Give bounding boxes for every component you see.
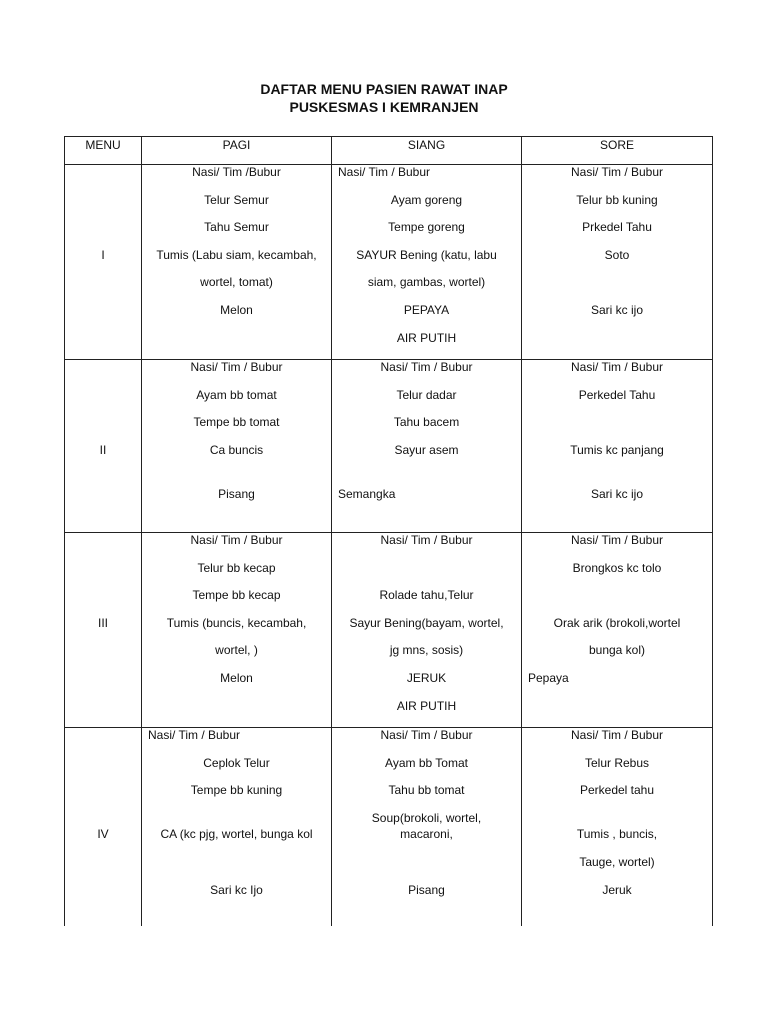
sore-cell xyxy=(522,533,713,727)
menu-item: Ca buncis xyxy=(209,443,264,457)
table-row xyxy=(65,360,713,533)
menu-cell xyxy=(65,360,142,532)
sore-cell xyxy=(522,360,713,532)
menu-item: Nasi/ Tim / Bubur xyxy=(380,533,473,547)
menu-item: Pepaya xyxy=(528,671,569,685)
header-pagi: PAGI xyxy=(142,137,332,164)
header-sore: SORE xyxy=(522,137,713,164)
table-row xyxy=(65,728,713,926)
menu-item: PEPAYA xyxy=(403,303,450,317)
menu-number: I xyxy=(101,248,105,262)
title-line-2: PUSKESMAS I KEMRANJEN xyxy=(289,99,479,115)
menu-item: Sari kc ijo xyxy=(590,487,643,501)
sore-cell xyxy=(522,165,713,359)
pagi-cell xyxy=(142,165,332,359)
menu-item: Nasi/ Tim / Bubur xyxy=(570,165,664,179)
menu-item: Telur bb kecap xyxy=(197,561,276,575)
menu-item: Ayam bb Tomat xyxy=(385,756,468,770)
pagi-cell xyxy=(142,728,332,926)
menu-item: Melon xyxy=(220,671,253,685)
header-siang: SIANG xyxy=(332,137,522,164)
menu-item: Nasi/ Tim / Bubur xyxy=(570,533,664,547)
menu-item: Pisang xyxy=(408,883,445,897)
menu-item: jg mns, sosis) xyxy=(389,643,464,657)
menu-item: wortel, ) xyxy=(215,643,258,657)
menu-item: Tempe bb tomat xyxy=(193,415,280,429)
siang-cell xyxy=(332,165,522,359)
menu-item: Tahu bacem xyxy=(393,415,460,429)
sore-cell xyxy=(522,728,713,926)
menu-item: Ayam bb tomat xyxy=(196,388,277,402)
menu-item: Melon xyxy=(220,303,253,317)
menu-item: Sayur Bening(bayam, wortel, xyxy=(349,616,504,630)
menu-item: Pisang xyxy=(218,487,255,501)
table-row xyxy=(65,165,713,360)
menu-item: Ceplok Telur xyxy=(203,756,270,770)
menu-item: Jeruk xyxy=(602,883,632,897)
menu-item: Telur dadar xyxy=(396,388,457,402)
menu-item: Nasi/ Tim / Bubur xyxy=(338,165,431,179)
menu-item: Nasi/ Tim / Bubur xyxy=(148,728,241,742)
menu-item: Nasi/ Tim / Bubur xyxy=(570,360,664,374)
menu-item: Sayur asem xyxy=(394,443,459,457)
menu-number: III xyxy=(97,616,108,630)
menu-item: Tumis kc panjang xyxy=(570,443,664,457)
menu-item: Tempe goreng xyxy=(388,220,465,234)
menu-item: Tempe bb kuning xyxy=(190,783,283,797)
menu-item: Tempe bb kecap xyxy=(192,588,281,602)
menu-item: Telur Semur xyxy=(204,193,269,207)
menu-item: Sari kc Ijo xyxy=(210,883,263,897)
menu-item: Nasi/ Tim / Bubur xyxy=(190,533,283,547)
siang-cell xyxy=(332,728,522,926)
menu-item: JERUK xyxy=(406,671,447,685)
siang-cell xyxy=(332,360,522,532)
menu-item: Nasi/ Tim / Bubur xyxy=(380,728,473,742)
menu-item: Sari kc ijo xyxy=(590,303,643,317)
menu-item: Tumis (buncis, kecambah, xyxy=(166,616,307,630)
menu-cell xyxy=(65,533,142,727)
menu-item: Ayam goreng xyxy=(390,193,463,207)
menu-item: bunga kol) xyxy=(588,643,646,657)
menu-item: Tumis , buncis, xyxy=(576,827,658,841)
menu-table xyxy=(64,136,713,926)
menu-number: IV xyxy=(97,827,109,841)
menu-item: Prkedel Tahu xyxy=(582,220,652,234)
header-menu: MENU xyxy=(65,137,142,164)
menu-item: Telur Rebus xyxy=(584,756,650,770)
menu-item: Tumis (Labu siam, kecambah, xyxy=(156,248,317,262)
menu-item: wortel, tomat) xyxy=(200,275,273,289)
document-title xyxy=(0,80,768,116)
menu-cell xyxy=(65,728,142,926)
menu-item: macaroni, xyxy=(400,827,453,841)
table-row xyxy=(65,533,713,728)
menu-item: AIR PUTIH xyxy=(396,699,457,713)
menu-item: Orak arik (brokoli,wortel xyxy=(553,616,681,630)
menu-item: Rolade tahu,Telur xyxy=(379,588,474,602)
menu-cell xyxy=(65,165,142,359)
menu-item: Perkedel Tahu xyxy=(578,388,656,402)
menu-number: II xyxy=(99,443,107,457)
menu-item: Perkedel tahu xyxy=(579,783,655,797)
menu-item: Brongkos kc tolo xyxy=(572,561,662,575)
pagi-cell xyxy=(142,533,332,727)
menu-item: Telur bb kuning xyxy=(576,193,658,207)
menu-item: Semangka xyxy=(338,487,396,501)
menu-item: CA (kc pjg, wortel, bunga kol xyxy=(160,827,313,841)
menu-item: Nasi/ Tim /Bubur xyxy=(192,165,281,179)
menu-item: Soup(brokoli, wortel, xyxy=(371,811,482,825)
menu-item: AIR PUTIH xyxy=(396,331,457,345)
menu-item: siam, gambas, wortel) xyxy=(367,275,486,289)
menu-item: Tahu bb tomat xyxy=(388,783,465,797)
menu-item: Nasi/ Tim / Bubur xyxy=(380,360,473,374)
menu-item: SAYUR Bening (katu, labu xyxy=(356,248,497,262)
menu-item: Tauge, wortel) xyxy=(579,855,655,869)
siang-cell xyxy=(332,533,522,727)
title-line-1: DAFTAR MENU PASIEN RAWAT INAP xyxy=(260,81,508,97)
pagi-cell xyxy=(142,360,332,532)
menu-item: Nasi/ Tim / Bubur xyxy=(570,728,664,742)
menu-item: Soto xyxy=(604,248,630,262)
menu-item: Nasi/ Tim / Bubur xyxy=(190,360,283,374)
table-header-row xyxy=(65,137,713,165)
menu-item: Tahu Semur xyxy=(204,220,269,234)
